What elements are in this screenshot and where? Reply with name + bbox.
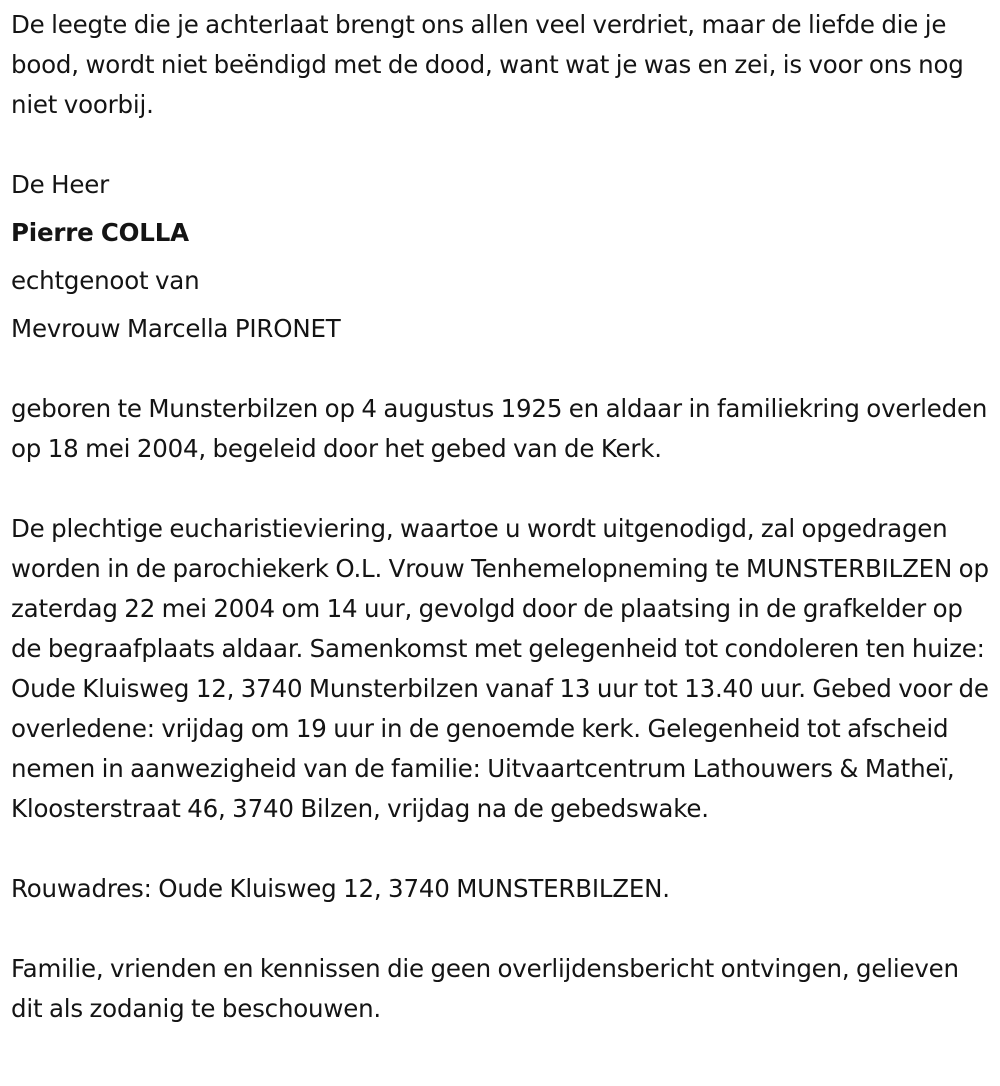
closing-paragraph: Familie, vrienden en kennissen die geen overlijdensbericht ontvingen, gelieven dit als zodanig te beschouwen.	[11, 954, 959, 1023]
spacer	[11, 469, 990, 509]
opening-verse: De leegte die je achterlaat brengt ons allen veel verdriet, maar de liefde die je bood, wordt niet beëndigd met de dood, want wat je was en zei, is voor ons nog niet voorbij.	[11, 10, 964, 119]
ceremony-paragraph: De plechtige eucharistieviering, waartoe u wordt uitgenodigd, zal opgedragen worden in de parochiekerk O.L. Vrouw Tenhemelopneming te MUNSTERBILZEN op zaterdag 22 mei 2004 om 14 uur, gevolgd door de plaatsing in de grafkelder op de begraafplaats aldaar. Samenkomst met gelegenheid tot condoleren ten huize: Oude Kluisweg 12, 3740 Munsterbilzen vanaf 13 uur tot 13.40 uur. Gebed voor de overledene: vrijdag om 19 uur in de genoemde kerk. Gelegenheid tot afscheid nemen in aanwezigheid van de familie: Uitvaartcentrum Lathouwers & Matheï, Kloosterstraat 46, 3740 Bilzen, vrijdag na de gebedswake.	[11, 514, 989, 823]
spacer	[11, 125, 990, 165]
spacer	[11, 349, 990, 389]
mourning-address: Rouwadres: Oude Kluisweg 12, 3740 MUNSTERBILZEN.	[11, 874, 670, 903]
spacer	[11, 909, 990, 949]
salutation: De Heer	[11, 170, 109, 199]
name-block	[11, 161, 990, 353]
spouse-name: Mevrouw Marcella PIRONET	[11, 314, 341, 343]
spacer	[11, 829, 990, 869]
relation-label: echtgenoot van	[11, 266, 200, 295]
deceased-name: Pierre COLLA	[11, 218, 189, 247]
birth-death-paragraph: geboren te Munsterbilzen op 4 augustus 1925 en aldaar in familiekring overleden op 18 mei 2004, begeleid door het gebed van de Kerk.	[11, 394, 988, 463]
